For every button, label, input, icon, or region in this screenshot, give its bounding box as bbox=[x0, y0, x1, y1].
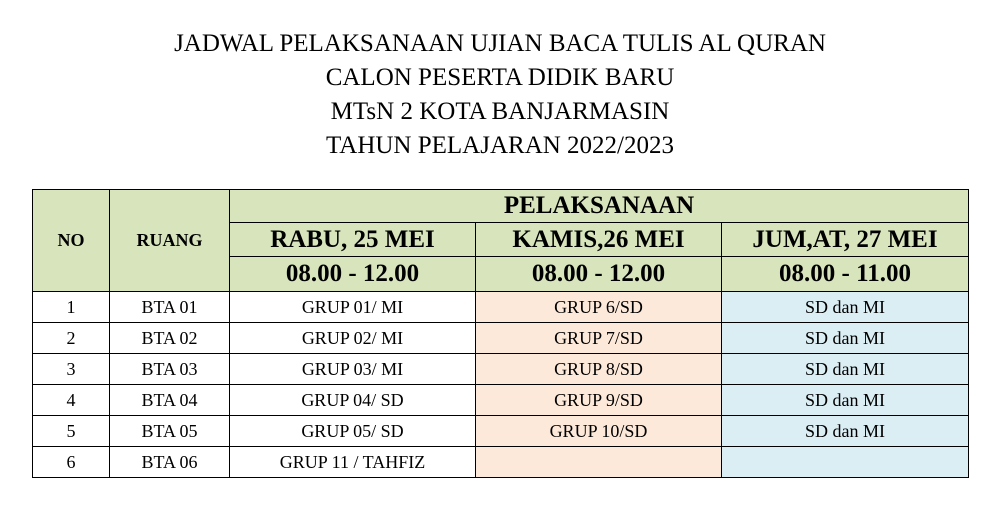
cell-jumat bbox=[722, 447, 969, 478]
header-time-jumat: 08.00 - 11.00 bbox=[722, 257, 969, 292]
cell-kamis: GRUP 6/SD bbox=[476, 292, 722, 323]
cell-no: 1 bbox=[33, 292, 110, 323]
cell-no: 5 bbox=[33, 416, 110, 447]
cell-ruang: BTA 06 bbox=[110, 447, 230, 478]
cell-no: 4 bbox=[33, 385, 110, 416]
table-row bbox=[33, 385, 969, 416]
cell-kamis: GRUP 8/SD bbox=[476, 354, 722, 385]
header-day-jumat: JUM,AT, 27 MEI bbox=[722, 223, 969, 257]
cell-kamis: GRUP 7/SD bbox=[476, 323, 722, 354]
title-line-1: JADWAL PELAKSANAAN UJIAN BACA TULIS AL QURAN bbox=[174, 30, 826, 57]
cell-ruang: BTA 01 bbox=[110, 292, 230, 323]
table-row bbox=[33, 323, 969, 354]
cell-jumat: SD dan MI bbox=[722, 416, 969, 447]
header-no: NO bbox=[33, 190, 110, 292]
header-ruang: RUANG bbox=[110, 190, 230, 292]
header-time-rabu: 08.00 - 12.00 bbox=[230, 257, 476, 292]
title-line-3: MTsN 2 KOTA BANJARMASIN bbox=[330, 98, 670, 125]
cell-jumat: SD dan MI bbox=[722, 354, 969, 385]
title-line-2: CALON PESERTA DIDIK BARU bbox=[325, 64, 675, 91]
cell-rabu: GRUP 11 / TAHFIZ bbox=[230, 447, 476, 478]
header-day-kamis: KAMIS,26 MEI bbox=[476, 223, 722, 257]
cell-kamis bbox=[476, 447, 722, 478]
cell-no: 2 bbox=[33, 323, 110, 354]
cell-rabu: GRUP 03/ MI bbox=[230, 354, 476, 385]
cell-jumat: SD dan MI bbox=[722, 323, 969, 354]
cell-rabu: GRUP 02/ MI bbox=[230, 323, 476, 354]
header-day-rabu: RABU, 25 MEI bbox=[230, 223, 476, 257]
cell-ruang: BTA 03 bbox=[110, 354, 230, 385]
cell-no: 3 bbox=[33, 354, 110, 385]
cell-ruang: BTA 05 bbox=[110, 416, 230, 447]
header-time-kamis: 08.00 - 12.00 bbox=[476, 257, 722, 292]
cell-no: 6 bbox=[33, 447, 110, 478]
document-title bbox=[0, 27, 1000, 163]
table-row bbox=[33, 447, 969, 478]
cell-ruang: BTA 04 bbox=[110, 385, 230, 416]
cell-kamis: GRUP 9/SD bbox=[476, 385, 722, 416]
table-row bbox=[33, 354, 969, 385]
table-row bbox=[33, 416, 969, 447]
cell-rabu: GRUP 05/ SD bbox=[230, 416, 476, 447]
header-pelaksanaan: PELAKSANAAN bbox=[230, 190, 969, 223]
table-row bbox=[33, 292, 969, 323]
cell-ruang: BTA 02 bbox=[110, 323, 230, 354]
cell-jumat: SD dan MI bbox=[722, 292, 969, 323]
title-line-4: TAHUN PELAJARAN 2022/2023 bbox=[326, 132, 674, 159]
cell-rabu: GRUP 04/ SD bbox=[230, 385, 476, 416]
cell-rabu: GRUP 01/ MI bbox=[230, 292, 476, 323]
schedule-table bbox=[32, 189, 969, 478]
cell-jumat: SD dan MI bbox=[722, 385, 969, 416]
cell-kamis: GRUP 10/SD bbox=[476, 416, 722, 447]
